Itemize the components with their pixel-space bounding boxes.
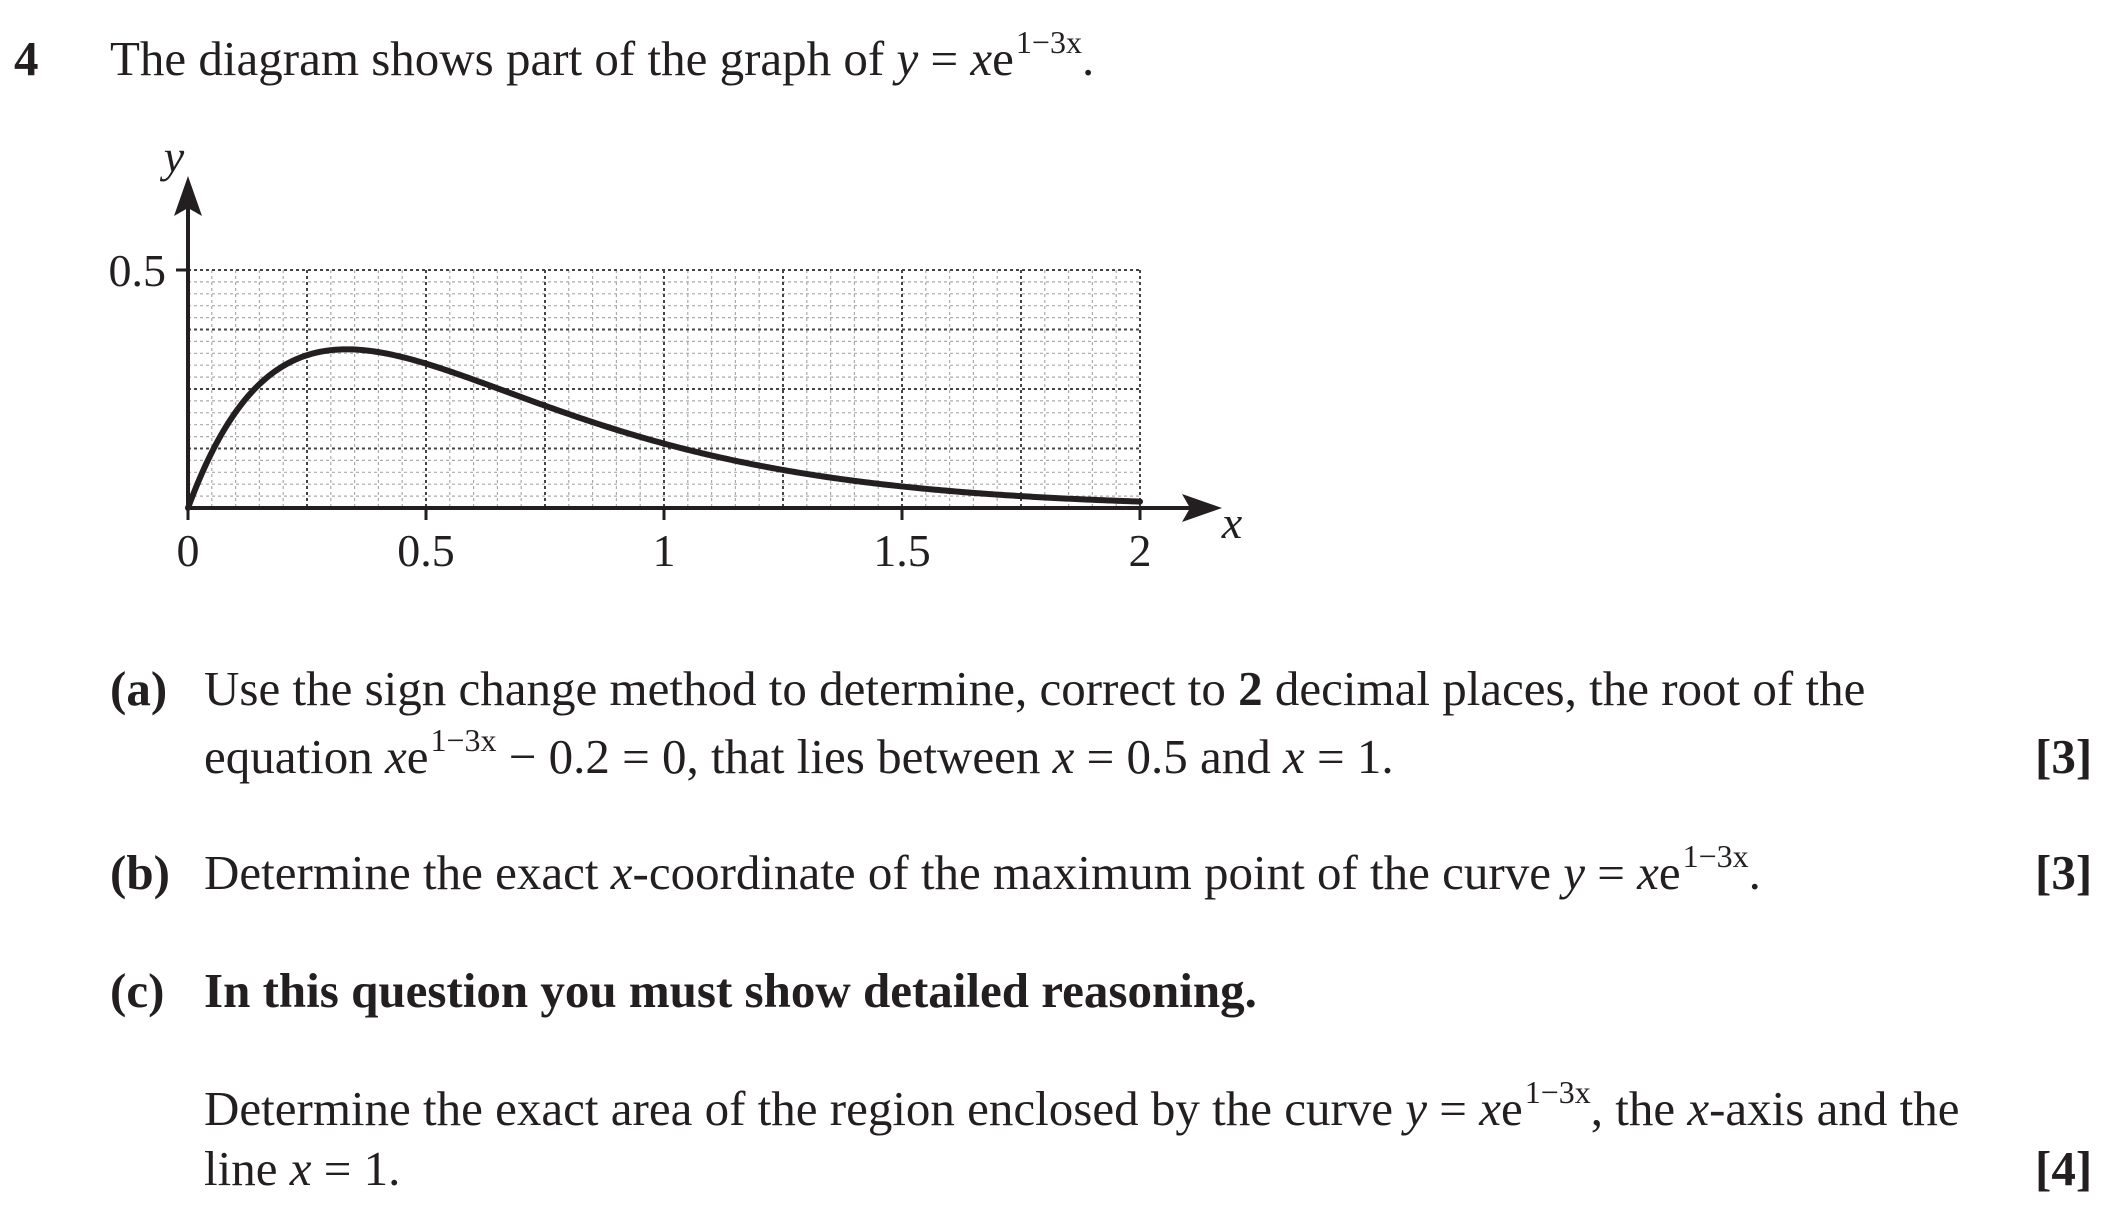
- intro-end: .: [1081, 31, 1095, 86]
- y-axis-label: y: [163, 140, 185, 182]
- math-x: x: [1637, 845, 1659, 900]
- math-x: x: [970, 31, 993, 86]
- x-tick-label-2: 2: [1128, 525, 1152, 576]
- part-c-line2: [204, 1141, 401, 1196]
- part-c-label: (c): [110, 963, 165, 1018]
- part-a-marks: [3]: [2035, 729, 2093, 784]
- x-tick-label-0.5: 0.5: [397, 525, 455, 576]
- intro-text: The diagram shows part of the graph of: [110, 31, 897, 86]
- part-a-text6: = 1.: [1304, 729, 1394, 784]
- x-tick-label-0: 0: [176, 525, 200, 576]
- part-a-text5: = 0.5 and: [1074, 729, 1283, 784]
- math-x: x: [1479, 1081, 1501, 1136]
- x-axis-label: x: [1221, 497, 1243, 548]
- x-tick-label-1.5: 1.5: [873, 525, 931, 576]
- math-y: y: [1563, 845, 1585, 900]
- part-a-text2: decimal places, the root of the: [1262, 661, 1866, 716]
- part-a-text3: equation: [204, 729, 385, 784]
- math-exponent: 1−3x: [430, 722, 497, 758]
- part-c-line1: [204, 1074, 1960, 1136]
- part-c-text1: Determine the exact area of the region enclosed by the curve: [204, 1081, 1406, 1136]
- part-c-text4: line: [204, 1141, 290, 1196]
- part-b-label: (b): [110, 845, 170, 900]
- math-x: x: [610, 845, 633, 900]
- question-intro: [110, 24, 1095, 86]
- math-exponent: 1−3x: [1524, 1074, 1591, 1110]
- part-a-text1: Use the sign change method to determine, correct to: [204, 661, 1239, 716]
- math-x: x: [1687, 1081, 1710, 1136]
- math-eq: =: [1584, 845, 1638, 900]
- part-c-text2: , the: [1590, 1081, 1688, 1136]
- part-b-end: .: [1748, 845, 1761, 900]
- math-x: x: [384, 729, 407, 784]
- math-x: x: [1052, 729, 1075, 784]
- math-e: e: [406, 729, 429, 784]
- part-c-text3: -axis and the: [1709, 1081, 1960, 1136]
- part-a-line2: [204, 722, 1394, 784]
- part-a-label: (a): [110, 661, 168, 716]
- part-c-marks: [4]: [2035, 1141, 2093, 1196]
- math-eq: =: [918, 31, 971, 86]
- math-x: x: [1282, 729, 1305, 784]
- x-tick-label-1: 1: [652, 525, 676, 576]
- part-c-heading: In this question you must show detailed reasoning.: [204, 963, 1257, 1018]
- part-a-line1: [204, 661, 1866, 716]
- math-eq: =: [1427, 1081, 1480, 1136]
- graph: [0, 140, 1400, 620]
- math-e: e: [1500, 1081, 1523, 1136]
- math-y: y: [896, 31, 919, 86]
- math-e: e: [1658, 845, 1681, 900]
- part-c-text5: = 1.: [311, 1141, 401, 1196]
- math-exponent: 1−3x: [1015, 24, 1082, 60]
- part-b-text1: Determine the exact: [204, 845, 611, 900]
- math-exponent: 1−3x: [1682, 838, 1749, 874]
- part-b-text2: -coordinate of the maximum point of the curve: [632, 845, 1564, 900]
- question-number: 4: [14, 31, 39, 86]
- y-tick-label-0.5: 0.5: [108, 245, 166, 296]
- part-a-text4: − 0.2 = 0, that lies between: [496, 729, 1053, 784]
- math-e: e: [992, 31, 1014, 86]
- math-y: y: [1405, 1081, 1428, 1136]
- part-a-bold: 2: [1238, 661, 1263, 716]
- part-b-marks: [3]: [2035, 845, 2093, 900]
- math-x: x: [289, 1141, 312, 1196]
- part-b-line1: [204, 838, 1761, 900]
